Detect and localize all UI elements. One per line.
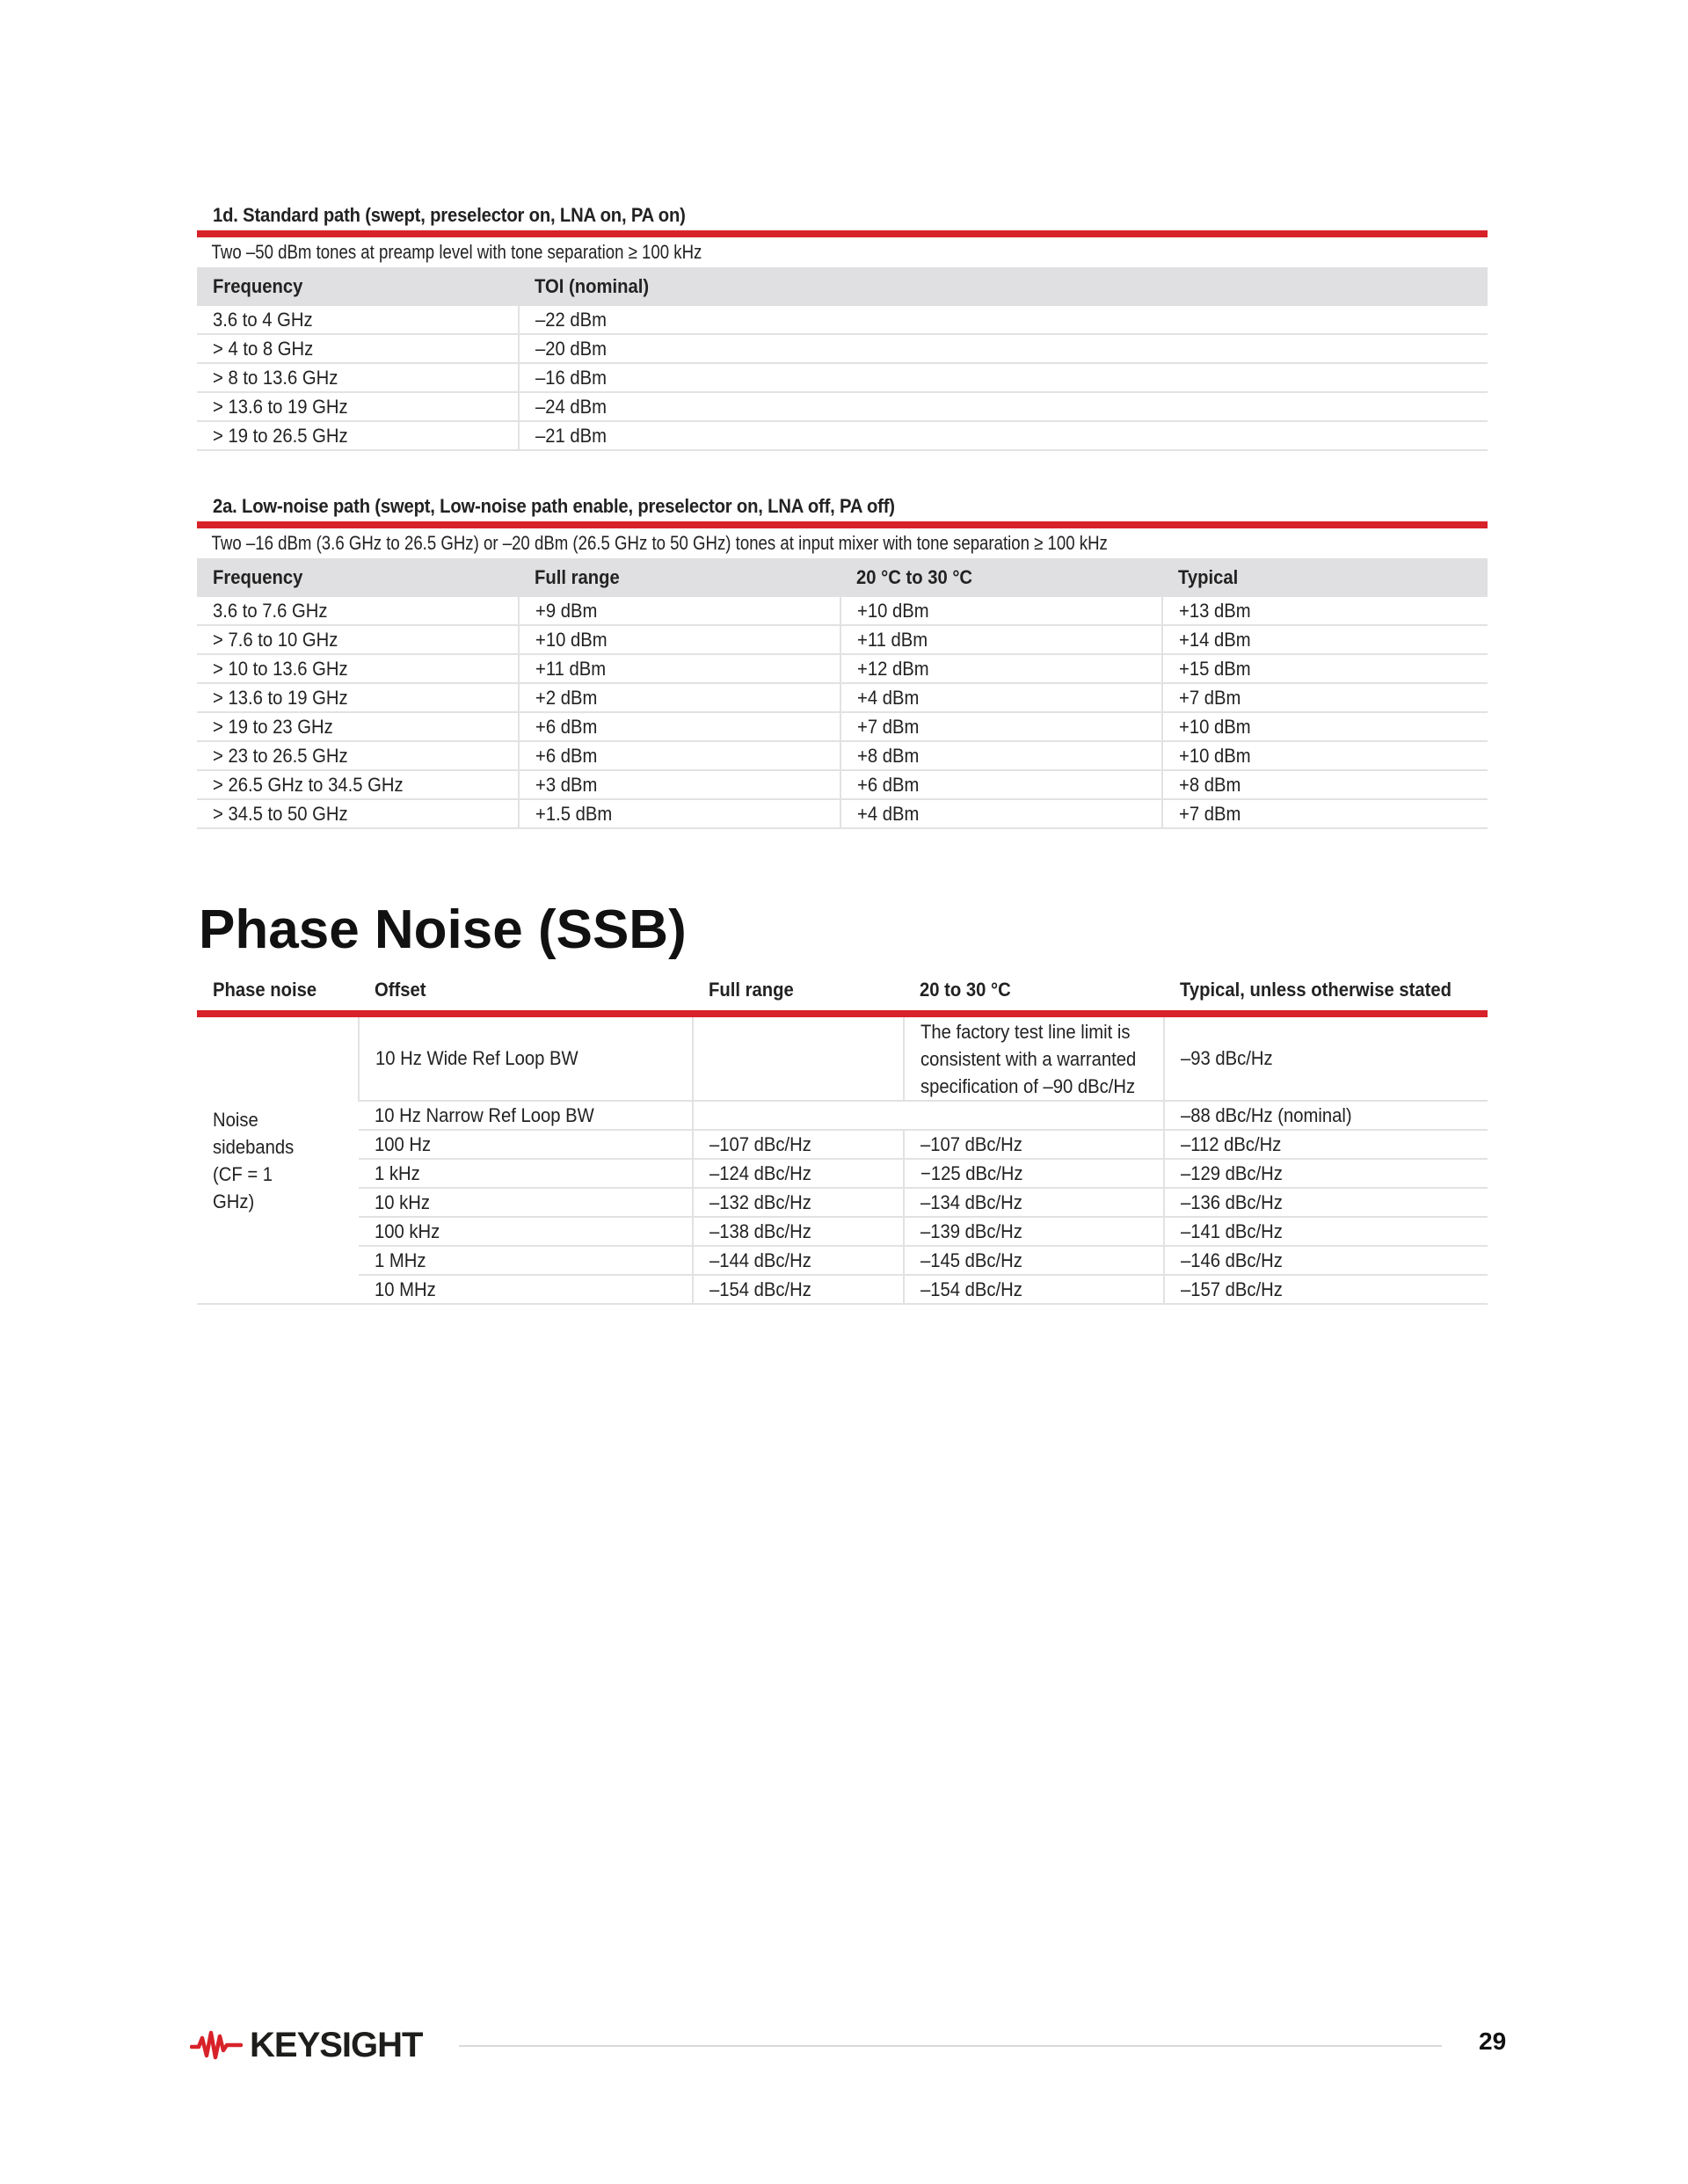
col-header-full-range: Full range bbox=[519, 558, 840, 597]
footer-divider bbox=[459, 2045, 1442, 2047]
section-2a-accent-bar bbox=[197, 521, 1488, 528]
col-header-typical: Typical, unless otherwise stated bbox=[1164, 970, 1488, 1010]
table-cell: +7 dBm bbox=[1162, 683, 1488, 712]
table-cell: 3.6 to 7.6 GHz bbox=[197, 597, 519, 625]
table-cell: +10 dBm bbox=[1162, 712, 1488, 741]
table-row bbox=[197, 712, 1488, 741]
toi-standard-path-table bbox=[197, 267, 1488, 451]
table-cell: +7 dBm bbox=[840, 712, 1162, 741]
table-row bbox=[197, 799, 1488, 828]
table-cell: > 13.6 to 19 GHz bbox=[197, 683, 519, 712]
section-2a-title: 2a. Low-noise path (swept, Low-noise path enable, preselector on, LNA off, PA off) bbox=[213, 495, 895, 517]
table-cell: +3 dBm bbox=[519, 770, 840, 799]
table-cell: –146 dBc/Hz bbox=[1164, 1246, 1488, 1275]
table-cell: +6 dBm bbox=[840, 770, 1162, 799]
table-row bbox=[197, 1246, 1488, 1275]
table-cell: –139 dBc/Hz bbox=[904, 1217, 1164, 1246]
table-header-row bbox=[197, 970, 1488, 1010]
table-cell: –129 dBc/Hz bbox=[1164, 1159, 1488, 1188]
table-cell: > 13.6 to 19 GHz bbox=[197, 392, 519, 421]
table-cell: –20 dBm bbox=[519, 334, 1488, 363]
table-cell: +11 dBm bbox=[519, 654, 840, 683]
page-heading-phase-noise: Phase Noise (SSB) bbox=[199, 899, 687, 960]
table-cell: 100 Hz bbox=[359, 1130, 693, 1159]
table-cell: +8 dBm bbox=[1162, 770, 1488, 799]
col-header-phase-noise: Phase noise bbox=[197, 970, 359, 1010]
table-row bbox=[197, 597, 1488, 625]
section-1d-condition: Two –50 dBm tones at preamp level with tone separation ≥ 100 kHz bbox=[211, 241, 702, 263]
table-cell: 3.6 to 4 GHz bbox=[197, 306, 519, 334]
offset-cell: 10 Hz Wide Ref Loop BW bbox=[359, 1017, 693, 1101]
section-1d-title: 1d. Standard path (swept, preselector on, LNA on, PA on) bbox=[213, 204, 686, 226]
empty-cell bbox=[693, 1101, 1164, 1130]
page-number: 29 bbox=[1479, 2027, 1507, 2055]
col-header-20-30c: 20 to 30 °C bbox=[904, 970, 1164, 1010]
full-range-cell bbox=[693, 1017, 904, 1101]
table-cell: +7 dBm bbox=[1162, 799, 1488, 828]
typical-cell: –88 dBc/Hz (nominal) bbox=[1164, 1101, 1488, 1130]
table-cell: –132 dBc/Hz bbox=[693, 1188, 904, 1217]
table-cell: +15 dBm bbox=[1162, 654, 1488, 683]
table-cell: > 26.5 GHz to 34.5 GHz bbox=[197, 770, 519, 799]
table-cell: +10 dBm bbox=[519, 625, 840, 654]
toi-low-noise-path-table bbox=[197, 558, 1488, 829]
table-cell: –112 dBc/Hz bbox=[1164, 1130, 1488, 1159]
table-row bbox=[197, 770, 1488, 799]
table-cell: +13 dBm bbox=[1162, 597, 1488, 625]
table-cell: > 19 to 26.5 GHz bbox=[197, 421, 519, 450]
table-row bbox=[197, 1275, 1488, 1304]
table-cell: 1 kHz bbox=[359, 1159, 693, 1188]
typical-cell: –93 dBc/Hz bbox=[1164, 1017, 1488, 1101]
offset-cell: 10 Hz Narrow Ref Loop BW bbox=[359, 1101, 693, 1130]
table-cell: –107 dBc/Hz bbox=[904, 1130, 1164, 1159]
table-row bbox=[197, 654, 1488, 683]
table-cell: –22 dBm bbox=[519, 306, 1488, 334]
mid-range-cell: The factory test line limit is consistent with a warranted specification of –90 dBc/Hz bbox=[904, 1017, 1164, 1101]
section-2a-condition: Two –16 dBm (3.6 GHz to 26.5 GHz) or –20 dBm (26.5 GHz to 50 GHz) tones at input mixer with tone separation ≥ 100 kHz bbox=[211, 532, 1108, 554]
section-1d-accent-bar bbox=[197, 230, 1488, 237]
table-header-row bbox=[197, 558, 1488, 597]
table-cell: –141 dBc/Hz bbox=[1164, 1217, 1488, 1246]
table-row bbox=[197, 363, 1488, 392]
table-cell: 10 kHz bbox=[359, 1188, 693, 1217]
table-cell: > 19 to 23 GHz bbox=[197, 712, 519, 741]
table-row bbox=[197, 1017, 1488, 1101]
table-cell: > 23 to 26.5 GHz bbox=[197, 741, 519, 770]
table-cell: +10 dBm bbox=[1162, 741, 1488, 770]
table-cell: +10 dBm bbox=[840, 597, 1162, 625]
table-row bbox=[197, 1130, 1488, 1159]
table-cell: +6 dBm bbox=[519, 741, 840, 770]
table-cell: –144 dBc/Hz bbox=[693, 1246, 904, 1275]
keysight-logo bbox=[190, 2019, 422, 2071]
table-cell: 100 kHz bbox=[359, 1217, 693, 1246]
table-cell: –21 dBm bbox=[519, 421, 1488, 450]
table-cell: +4 dBm bbox=[840, 799, 1162, 828]
table-body bbox=[197, 1017, 1488, 1304]
table-cell: > 8 to 13.6 GHz bbox=[197, 363, 519, 392]
table-cell: > 7.6 to 10 GHz bbox=[197, 625, 519, 654]
table-cell: +1.5 dBm bbox=[519, 799, 840, 828]
table-row bbox=[197, 306, 1488, 334]
table-cell: –136 dBc/Hz bbox=[1164, 1188, 1488, 1217]
phase-noise-table bbox=[197, 970, 1488, 1305]
table-cell: –24 dBm bbox=[519, 392, 1488, 421]
table-body bbox=[197, 306, 1488, 450]
table-cell: –154 dBc/Hz bbox=[693, 1275, 904, 1304]
table-cell: +8 dBm bbox=[840, 741, 1162, 770]
table-row bbox=[197, 741, 1488, 770]
table-cell: +9 dBm bbox=[519, 597, 840, 625]
table-row bbox=[197, 1159, 1488, 1188]
table-row bbox=[197, 392, 1488, 421]
table-row bbox=[197, 683, 1488, 712]
table-cell: 1 MHz bbox=[359, 1246, 693, 1275]
table-cell: –145 dBc/Hz bbox=[904, 1246, 1164, 1275]
table-row bbox=[197, 1217, 1488, 1246]
table-row bbox=[197, 625, 1488, 654]
col-header-frequency: Frequency bbox=[197, 558, 519, 597]
page-content bbox=[197, 200, 1488, 1305]
table-row bbox=[197, 421, 1488, 450]
table-cell: > 4 to 8 GHz bbox=[197, 334, 519, 363]
table-cell: +4 dBm bbox=[840, 683, 1162, 712]
col-header-full-range: Full range bbox=[693, 970, 904, 1010]
table-cell: –157 dBc/Hz bbox=[1164, 1275, 1488, 1304]
table-cell: –16 dBm bbox=[519, 363, 1488, 392]
col-header-typical: Typical bbox=[1162, 558, 1488, 597]
table-cell: > 34.5 to 50 GHz bbox=[197, 799, 519, 828]
col-header-20-30c: 20 °C to 30 °C bbox=[840, 558, 1162, 597]
col-header-frequency: Frequency bbox=[197, 267, 519, 306]
keysight-wave-icon bbox=[190, 2027, 243, 2063]
table-cell: –138 dBc/Hz bbox=[693, 1217, 904, 1246]
table-cell: +6 dBm bbox=[519, 712, 840, 741]
row-label-noise-sidebands: Noise sidebands (CF = 1 GHz) bbox=[197, 1017, 359, 1304]
page-footer bbox=[190, 2019, 1526, 2071]
table-cell: +2 dBm bbox=[519, 683, 840, 712]
table-row bbox=[197, 1101, 1488, 1130]
table-cell: > 10 to 13.6 GHz bbox=[197, 654, 519, 683]
table-row bbox=[197, 1188, 1488, 1217]
table-cell: +11 dBm bbox=[840, 625, 1162, 654]
table-cell: –107 dBc/Hz bbox=[693, 1130, 904, 1159]
table-cell: +12 dBm bbox=[840, 654, 1162, 683]
table-cell: −125 dBc/Hz bbox=[904, 1159, 1164, 1188]
table-cell: –154 dBc/Hz bbox=[904, 1275, 1164, 1304]
table-row bbox=[197, 334, 1488, 363]
table-cell: 10 MHz bbox=[359, 1275, 693, 1304]
table-cell: –124 dBc/Hz bbox=[693, 1159, 904, 1188]
table-cell: +14 dBm bbox=[1162, 625, 1488, 654]
logo-wordmark: KEYSIGHT bbox=[250, 2025, 423, 2064]
table-body bbox=[197, 597, 1488, 828]
col-header-offset: Offset bbox=[359, 970, 693, 1010]
table-cell: –134 dBc/Hz bbox=[904, 1188, 1164, 1217]
col-header-toi: TOI (nominal) bbox=[519, 267, 1488, 306]
table-header-row bbox=[197, 267, 1488, 306]
